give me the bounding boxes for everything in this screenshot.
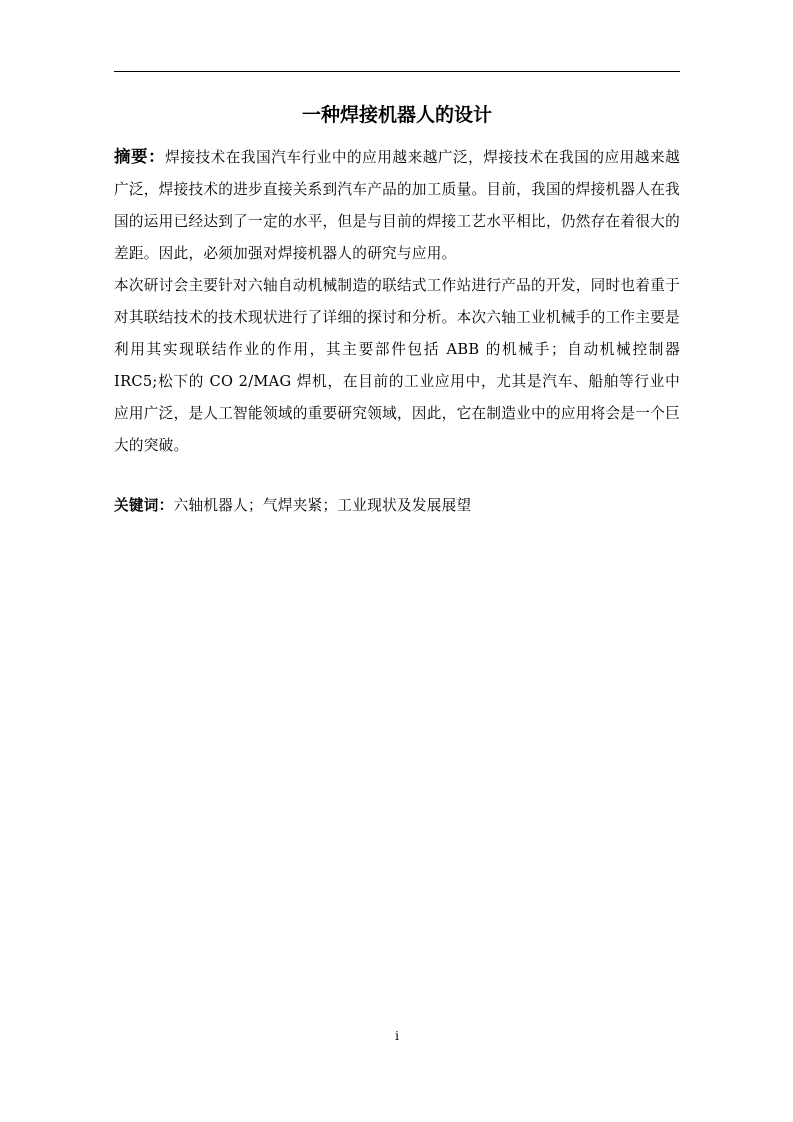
keywords-text: 六轴机器人；气焊夹紧；工业现状及发展展望 <box>173 497 472 514</box>
abstract-text: 焊接技术在我国汽车行业中的应用越来越广泛，焊接技术在我国的应用越来越广泛，焊接技术的进步直接关系到汽车产品的加工质量。目前，我国的焊接机器人在我国的运用已经达到了一定的水平，但是与目前的焊接工艺水平相比，仍然存在着很大的差距。因此，必须加强对焊接机器人的研究与应用。 <box>114 149 680 262</box>
document-title: 一种焊接机器人的设计 <box>301 104 492 126</box>
page-number: i <box>395 1029 399 1043</box>
abstract-label: 摘要： <box>114 147 166 166</box>
body-paragraph: 本次研讨会主要针对六轴自动机械制造的联结式工作站进行产品的开发，同时也着重于对其联结技术的技术现状进行了详细的探讨和分析。本次六轴工业机械手的工作主要是利用其实现联结作业的作用，其主要部件包括 ABB 的机械手；自动机械控制器 IRC5;松下的 CO 2/MAG 焊机，在目前的工业应用中，尤其是汽车、船舶等行业中应用广泛，是人工智能领域的重要研究领域，因此，它在制造业中的应用将会是一个巨大的突破。 <box>114 277 680 454</box>
abstract-paragraph <box>114 141 680 270</box>
keywords-label: 关键词： <box>114 497 174 514</box>
header-rule <box>114 71 680 72</box>
keywords-line <box>114 490 680 522</box>
